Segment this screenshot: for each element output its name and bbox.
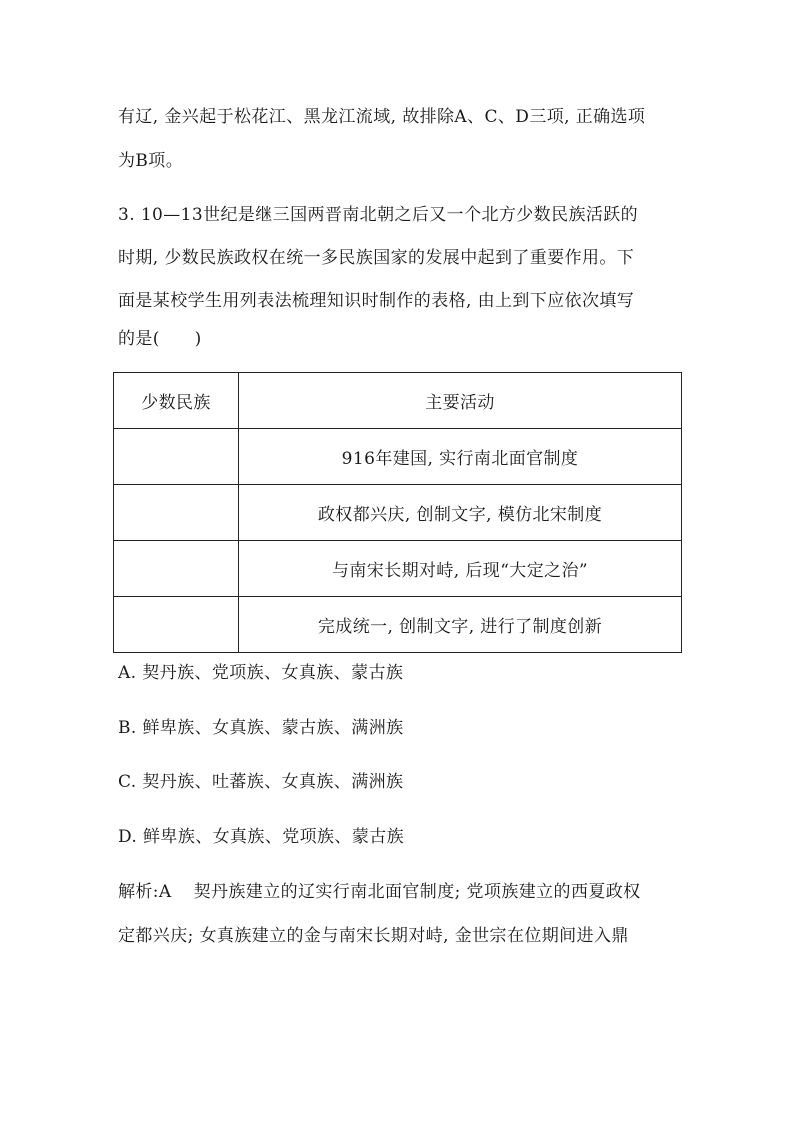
cell-ethnic-blank	[114, 429, 239, 485]
cell-ethnic-blank	[114, 541, 239, 597]
question-line-4: 的是( )	[118, 329, 202, 349]
table-row	[114, 541, 682, 597]
cell-activity: 916年建国, 实行南北面官制度	[239, 429, 682, 485]
ethnic-activity-table	[113, 372, 682, 653]
intro-line-1: 有辽, 金兴起于松花江、黑龙江流域, 故排除A、C、D三项, 正确选项	[118, 107, 646, 127]
table-header-row	[114, 373, 682, 429]
cell-activity: 政权都兴庆, 创制文字, 模仿北宋制度	[239, 485, 682, 541]
analysis-text-1: 契丹族建立的辽实行南北面官制度; 党项族建立的西夏政权	[193, 882, 641, 902]
table-row	[114, 429, 682, 485]
header-ethnic: 少数民族	[114, 373, 239, 429]
option-c: C. 契丹族、吐蕃族、女真族、满洲族	[118, 772, 404, 792]
option-d: D. 鲜卑族、女真族、党项族、蒙古族	[118, 827, 405, 847]
cell-activity: 完成统一, 创制文字, 进行了制度创新	[239, 597, 682, 653]
option-a: A. 契丹族、党项族、女真族、蒙古族	[118, 663, 404, 683]
header-activity: 主要活动	[239, 373, 682, 429]
option-b: B. 鲜卑族、女真族、蒙古族、满洲族	[118, 718, 404, 738]
question-line-1: 3. 10—13世纪是继三国两晋南北朝之后又一个北方少数民族活跃的	[118, 205, 639, 225]
analysis-answer: 解析:A	[118, 882, 172, 902]
cell-activity: 与南宋长期对峙, 后现“大定之治”	[239, 541, 682, 597]
analysis-line-2: 定都兴庆; 女真族建立的金与南宋长期对峙, 金世宗在位期间进入鼎	[118, 926, 629, 946]
analysis-line-1	[118, 881, 641, 903]
table-row	[114, 597, 682, 653]
cell-ethnic-blank	[114, 597, 239, 653]
cell-ethnic-blank	[114, 485, 239, 541]
table-row	[114, 485, 682, 541]
intro-line-2: 为B项。	[118, 151, 184, 171]
question-line-2: 时期, 少数民族政权在统一多民族国家的发展中起到了重要作用。下	[118, 248, 635, 268]
question-line-3: 面是某校学生用列表法梳理知识时制作的表格, 由上到下应依次填写	[118, 291, 635, 311]
